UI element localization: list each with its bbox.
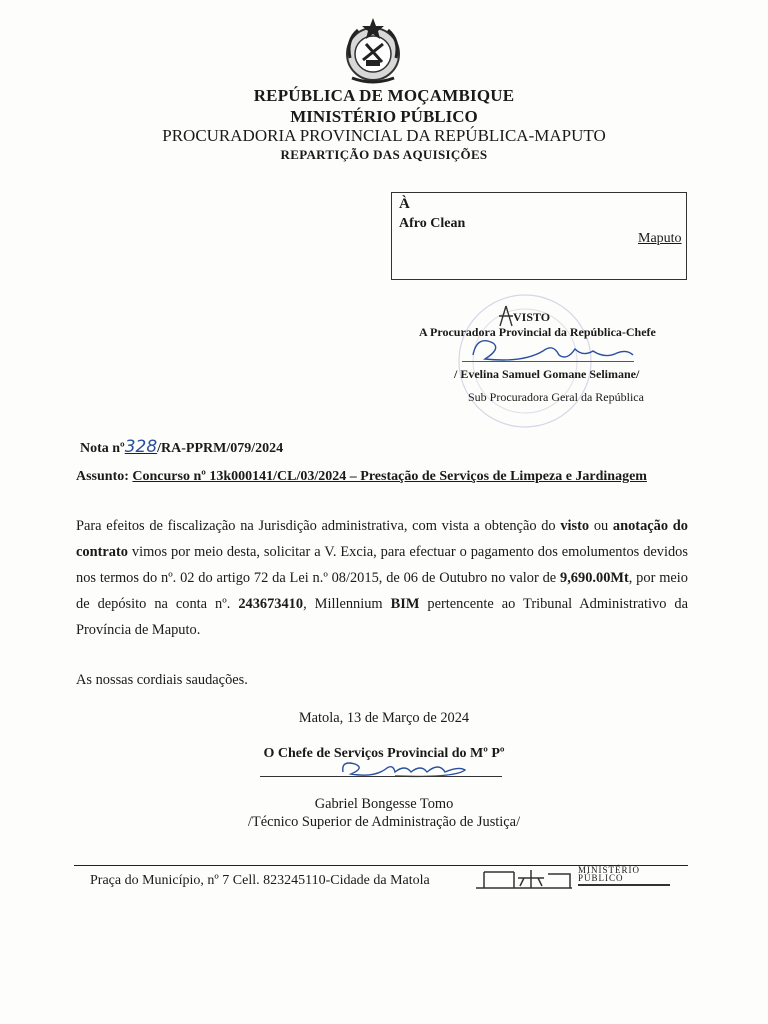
- note-handwritten-number: 328: [124, 437, 158, 457]
- signature-scribble-icon: [335, 756, 470, 782]
- body-text-4: , por meio de depósito na conta nº.: [76, 570, 688, 612]
- header-department: REPARTIÇÃO DAS AQUISIÇÕES: [280, 147, 488, 162]
- approval-role: A Procuradora Provincial da República-Chefe: [419, 325, 656, 339]
- header-country: REPÚBLICA DE MOÇAMBIQUE: [253, 86, 515, 105]
- approval-title: Sub Procuradora Geral da República: [468, 390, 644, 404]
- footer-address: Praça do Município, nº 7 Cell. 823245110-Cidade da Matola: [90, 873, 430, 888]
- note-prefix: Nota nº: [80, 441, 125, 456]
- footer-org-line1: MINISTÉRIO: [578, 865, 640, 875]
- subject-label: Assunto:: [76, 469, 129, 484]
- signatory-name: Gabriel Bongesse Tomo: [314, 796, 454, 812]
- greeting: As nossas cordiais saudações.: [76, 672, 248, 688]
- footer-org-line2: PÚBLICO: [578, 873, 624, 883]
- body-bank: BIM: [390, 596, 420, 612]
- header-office: PROCURADORIA PROVINCIAL DA REPÚBLICA-MAPUTO: [162, 126, 606, 145]
- header-ministry: MINISTÉRIO PÚBLICO: [290, 107, 478, 126]
- addressee-city: Maputo: [638, 231, 682, 246]
- signature-line: [260, 776, 502, 777]
- body-text-2: ou: [593, 518, 609, 534]
- date-line: Matola, 13 de Março de 2024: [298, 710, 470, 726]
- body-text-1: Para efeitos de fiscalização na Jurisdição administrativa, com vista a obtenção do: [76, 518, 556, 534]
- body-amount: 9,690.00Mt: [560, 570, 629, 586]
- footer-org: [578, 866, 640, 882]
- subject-line: [76, 468, 688, 486]
- approval-signature-line: [462, 361, 634, 362]
- signatory-role: /Técnico Superior de Administração de Justiça/: [247, 814, 521, 830]
- justice-scales-logo-icon: [474, 868, 574, 890]
- body-text-5: , Millennium: [303, 596, 383, 612]
- footer-org-rule: [578, 884, 670, 886]
- body-account: 243673410: [238, 596, 304, 612]
- body-text-3: vimos por meio desta, solicitar a V. Excia, para efectuar o pagamento dos emolumentos devidos nos termos do nº. 02 do artigo 72 da Lei n.º 08/2015, de 06 de Outubro no valor de: [76, 544, 688, 586]
- note-suffix: /RA-PPRM/079/2024: [157, 441, 284, 456]
- body-paragraph: [76, 513, 688, 643]
- note-number: [80, 437, 283, 457]
- body-anotacao: anotação do contrato: [76, 518, 688, 560]
- approval-name: / Evelina Samuel Gomane Selimane/: [454, 367, 640, 381]
- addressee-name: Afro Clean: [399, 216, 466, 231]
- subject-text: Concurso nº 13k000141/CL/03/2024 – Prestação de Serviços de Limpeza e Jardinagem: [132, 469, 647, 484]
- signatory-title: O Chefe de Serviços Provincial do Mº Pº: [263, 746, 505, 761]
- national-emblem-icon: [338, 14, 408, 88]
- approval-label: VISTO: [513, 310, 551, 324]
- body-visto: visto: [560, 518, 590, 534]
- addressee-to: À: [399, 196, 410, 212]
- body-text-6: pertencente ao Tribunal Administrativo da Província de Maputo.: [76, 596, 688, 638]
